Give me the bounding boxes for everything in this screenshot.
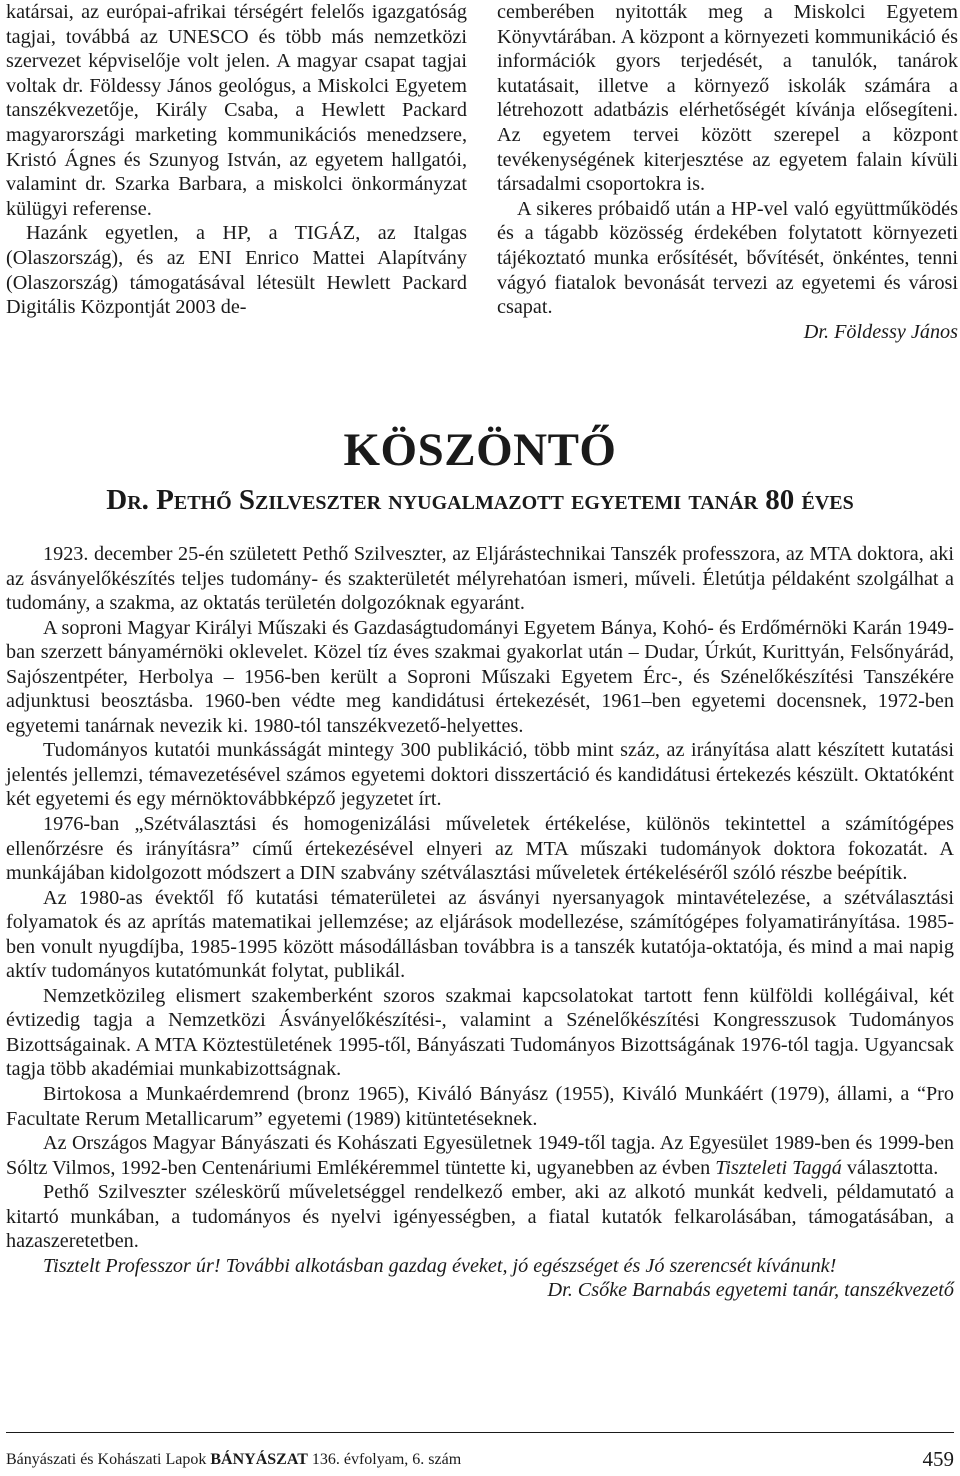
page-number: 459: [922, 1447, 954, 1471]
top-section: [6, 0, 958, 380]
journal-issue: 136. évfolyam, 6. szám: [307, 1451, 462, 1468]
journal-prefix: Bányászati és Kohászati Lapok: [6, 1451, 211, 1468]
article-paragraph-3: Tudományos kutatói munkásságát mintegy 300 publikáció, több mint száz, az irányítása alatt készített kutatási jelentés jellemzi, témavezetésével számos egyetemi doktori disszertáció és kandidátusi értekezés készült. Oktatóként két egyetemi és egy mérnöktovábbképző jegyzetet írt.: [6, 739, 954, 811]
article-signature: Dr. Csőke Barnabás egyetemi tanár, tanszékvezető: [547, 1279, 954, 1302]
left-paragraph-1: katársai, az európai-afrikai térségért felelős igazgatóság tagjai, továbbá az UNESCO és több más nemzetközi szervezet képviselője volt jelen. A magyar csapat tagjai voltak dr. Földessy János geológus, a Miskolci Egyetem tanszékvezetője, Király Csaba, a Hewlett Packard magyarországi marketing kommunikációs menedzsere, Kristó Ágnes és Szunyog István, az egyetem hallgatói, valamint dr. Szarka Barbara, a miskolci önkormányzat külügyi referense.: [6, 1, 467, 220]
paragraph-8-emphasis: Tiszteleti Taggá: [715, 1156, 842, 1179]
journal-info: [6, 1451, 461, 1469]
left-paragraph-2: Hazánk egyetlen, a HP, a TIGÁZ, az Italgas (Olaszország), és az ENI Enrico Mattei Alapítvány (Olaszország) támogatásával létesült Hewlett Packard Digitális Központját 2003 de-: [6, 222, 467, 319]
article-paragraph-5: Az 1980-as évektől fő kutatási tématerületei az ásványi nyersanyagok mintavételezése, a szétválasztási folyamatok és az aprítás matematikai jellemzése; az eljárások modellezése, számítógépes folyamatirányítása. 1985-ben vonult nyugdíjba, 1985-1995 között másodállásban továbbra is a tanszék kutatója-oktatója, és mind a mai napig aktív tudományos kutatómunkát folytat, publikál.: [6, 886, 954, 983]
article-paragraph-6: Nemzetközileg elismert szakemberként szoros szakmai kapcsolatokat tartott fenn külföldi kollégáival, két évtizedig tagja a Nemzetközi Ásványelőkészítési-, valamint a Szénelőkészítési Kongresszusok Tudományos Bizottságainak. A MTA Köztestületének 1995-től, Bányászati Tudományos Bizottságának 1976-tól tagja. Ugyancsak tagja több akadémiai munkabizottságnak.: [6, 984, 954, 1081]
right-column: [497, 0, 958, 344]
left-column: [6, 0, 467, 320]
article-paragraph-2: A soproni Magyar Királyi Műszaki és Gazdaságtudományi Egyetem Bánya, Kohó- és Erdőmérnöki Karán 1949-ban szerzett bányamérnöki oklevelet. Közel tíz éves szakmai gyakorlat után – Dudar, Úrkút, Kurittyán, Felsőnyárád, Sajószentpéter, Herbolya – 1956-ben került a Soproni Műszaki Egyetem Érc-, és Szénelőkészítési Tanszékére adjunktusi beosztásba. 1960-ben védte meg kandidátusi értekezését, 1961–ben egyetemi docensnek, 1972-ben egyetemi tanárnak nevezik ki. 1980-tól tanszékvezető-helyettes.: [6, 616, 954, 737]
article-paragraph-9: Pethő Szilveszter széleskörű műveletséggel rendelkező ember, aki az alkotó munkát kedveli, példamutató a kitartó munkában, a tudományos és nyelvi igényességben, a fiatal kutatók felkarolásában, támogatásában, a hazaszeretetben.: [6, 1181, 954, 1253]
right-paragraph-2: A sikeres próbaidő után a HP-vel való együttműködés és a tágabb közösség érdekében folytatott környezeti tájékoztató munka erősítését, bővítését, önkéntes, tenni vágyó fiatalok bevonását tervezi az egyetemi és városi csapat.: [497, 197, 958, 319]
journal-name: BÁNYÁSZAT: [210, 1451, 308, 1468]
section-subtitle: Dr. Pethő Szilveszter nyugalmazott egyetemi tanár 80 éves: [106, 484, 854, 516]
section-title: KÖSZÖNTŐ: [343, 424, 617, 476]
paragraph-8-text: Az Országos Magyar Bányászati és Kohászati Egyesületnek 1949-től tagja. Az Egyesület 1989-ben és 1999-ben Sóltz Vilmos, 1992-ben Centenáriumi Emlékéremmel tüntette ki, ugyanebben az évben: [6, 1132, 954, 1179]
article-paragraph-1: 1923. december 25-én született Pethő Szilveszter, az Eljárástechnikai Tanszék professzora, az MTA doktora, aki az ásványelőkészítés teljes tudomány- és szakterületét mélyrehatóan ismeri, műveli. Életútja példaként szolgálhat a tudomány, a szakma, az oktatás területén dolgozóknak egyaránt.: [6, 543, 954, 615]
paragraph-8-end: választotta.: [841, 1156, 939, 1179]
right-signature: Dr. Földessy János: [803, 320, 958, 343]
article-paragraph-8: [6, 1131, 954, 1180]
closing-wish: Tisztelt Professzor úr! További alkotásban gazdag éveket, jó egészséget és Jó szerencsét kívánunk!: [43, 1254, 837, 1277]
article-paragraph-7: Birtokosa a Munkaérdemrend (bronz 1965), Kiváló Bányász (1955), Kiváló Munkáért (1979), állami, a “Pro Facultate Rerum Metallicarum” egyetemi (1989) kitüntetéseknek.: [6, 1083, 954, 1130]
right-paragraph-1: cemberében nyitották meg a Miskolci Egyetem Könyvtárában. A központ a környezeti kommunikáció és információk gyors terjedését, a tanulók, tanárok kutatásait, illetve a környező iskolák számára a létrehozott adatbázis elérhetőségét kívánja elősegíteni. Az egyetem tervei között szerepel a központ tevékenységének kiterjesztése az egyetem falain kívüli társadalmi csoportokra is.: [497, 1, 958, 196]
page-footer: [6, 1432, 954, 1473]
article-body: [6, 542, 954, 1303]
article-paragraph-4: 1976-ban „Szétválasztási és homogenizálási műveletek értékelése, különös tekintettel a számítógépes ellenőrzésre és irányításra” című értekezésével elnyeri az MTA műszaki tudományok doktora fokozatát. A munkájában kidolgozott módszert a DIN szabvány szétválasztási műveletek értékeléséről szóló részbe beépítik.: [6, 813, 954, 885]
